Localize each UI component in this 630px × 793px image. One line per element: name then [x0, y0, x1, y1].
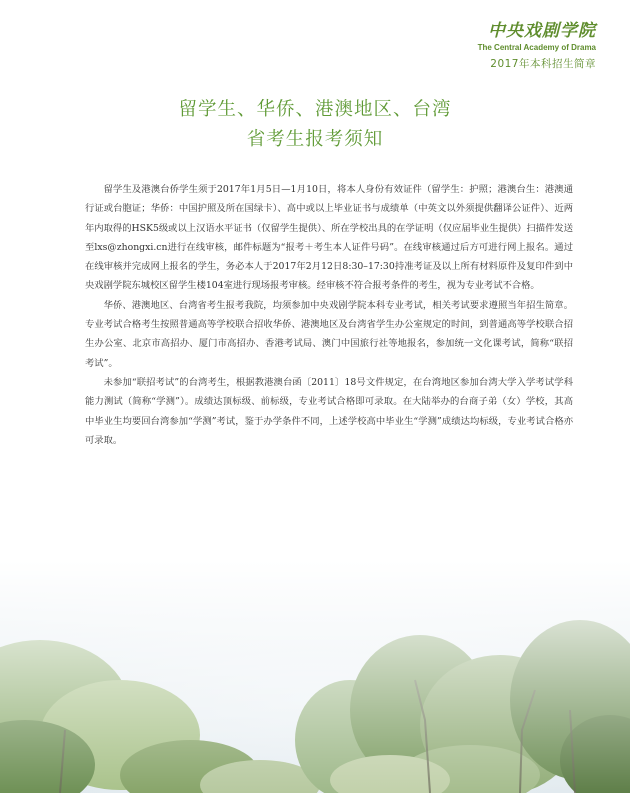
title-line-2: 省考生报考须知: [246, 129, 384, 150]
paragraph-taiwan-students: 未参加“联招考试”的台湾考生，根据教港澳台函〔2011〕18号文件规定，在台湾地区参加台湾大学入学考试学科能力测试（简称“学测”）。成绩达顶标级、前标级，专业考试合格即可录取。在大陆举办的台商子弟（女）学校，其高中毕业生均要回台湾参加“学测”考试，鉴于办学条件不同，上述学校高中毕业生“学测”成绩达均标级，专业考试合格亦可录取。: [85, 376, 573, 446]
notice-body: [85, 180, 573, 450]
paragraph-exam-requirements: 华侨、港澳地区、台湾省考生报考我院，均须参加中央戏剧学院本科专业考试，相关考试要求遵照当年招生简章。专业考试合格考生按照普通高等学校联合招收华侨、港澳地区及台湾省学生办公室规定的时间，到普通高等学校联合招生办公室、北京市高招办、厦门市高招办、香港考试局、澳门中国旅行社等地报名，参加统一文化课考试，简称“联招考试”。: [85, 299, 573, 369]
logo-chinese-name: 中央戏剧学院: [488, 21, 596, 41]
logo-english-name: The Central Academy of Drama: [477, 43, 596, 52]
academy-logo: [478, 16, 596, 71]
page-title: [0, 95, 630, 155]
brochure-subtitle: 2017年本科招生简章: [490, 58, 596, 70]
paragraph-overseas-students: 留学生及港澳台侨学生须于2017年1月5日—1月10日，将本人身份有效证件（留学生：护照；港澳台生：港澳通行证或台胞证；华侨：中国护照及所在国绿卡）、高中或以上毕业证书与成绩单（中英文以外须提供翻译公证件）、近两年内取得的HSK5级或以上汉语水平证书（仅留学生提供）、所在学校出具的在学证明（仅应届毕业生提供）扫描件发送至lxs@zhongxi.cn进行在线审核，邮件标题为“报考＋考生本人证件号码”。在线审核通过后方可进行网上报名。通过在线审核并完成网上报名的学生，务必本人于2017年2月12日8:30–17:30持准考证及以上所有材料原件及复印件到中央戏剧学院东城校区留学生楼104室进行现场报考审核。经审核不符合报考条件的考生，视为专业考试不合格。: [85, 184, 573, 292]
tree-scenery-background: [0, 560, 630, 793]
title-line-1: 留学生、华侨、港澳地区、台湾: [178, 99, 452, 120]
